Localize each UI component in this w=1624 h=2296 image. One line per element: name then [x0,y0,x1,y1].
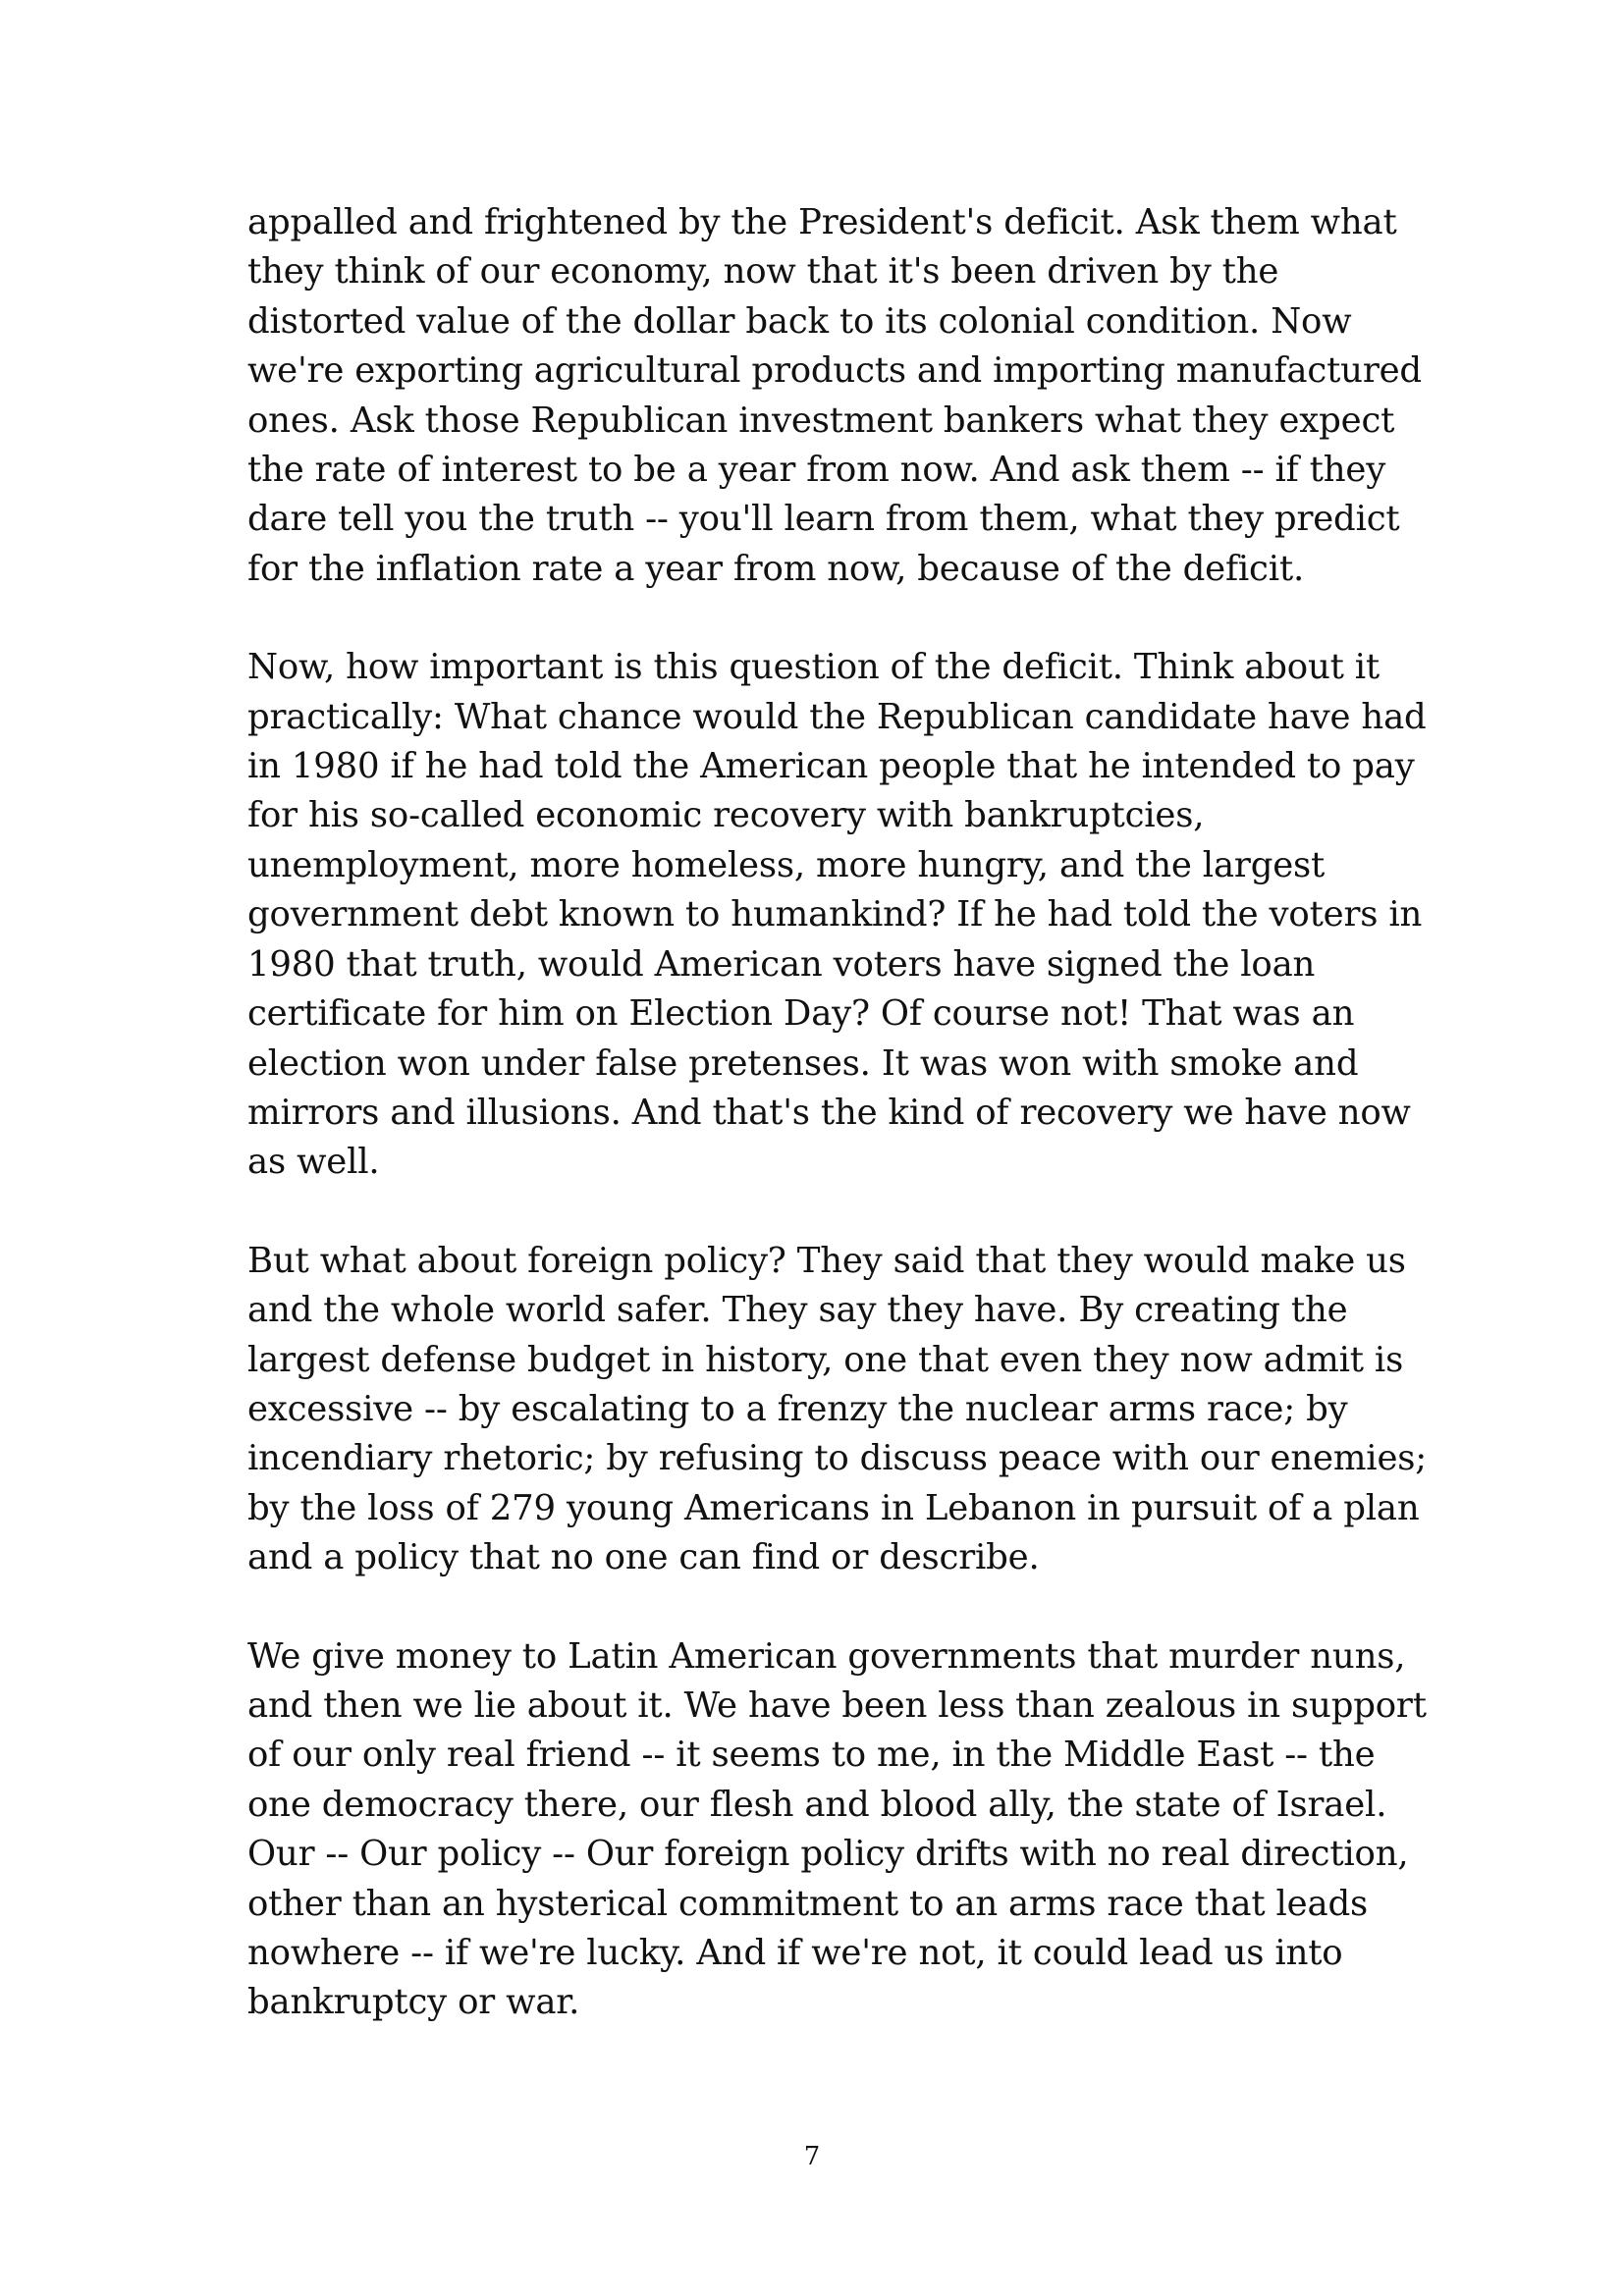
text-line: We give money to Latin American governments that murder nuns, [247,1635,1406,1677]
text-line: But what about foreign policy? They said that they would make us [247,1240,1406,1281]
text-line: excessive -- by escalating to a frenzy the nuclear arms race; by [247,1388,1348,1429]
text-line: we're exporting agricultural products and importing manufactured [247,350,1422,392]
text-line: incendiary rhetoric; by refusing to discuss peace with our enemies; [247,1438,1428,1479]
text-line: other than an hysterical commitment to an arms race that leads [247,1883,1368,1924]
text-line: unemployment, more homeless, more hungry, and the largest [247,844,1326,885]
text-line: distorted value of the dollar back to its colonial condition. Now [247,300,1352,342]
text-line: ones. Ask those Republican investment bankers what they expect [247,400,1395,441]
paragraph-4 [247,1632,1427,2028]
text-line: the rate of interest to be a year from now. And ask them -- if they [247,450,1386,491]
paragraph-2 [247,643,1427,1187]
text-line: by the loss of 279 young Americans in Lebanon in pursuit of a plan [247,1487,1420,1528]
text-line: practically: What chance would the Republican candidate have had [247,696,1427,737]
text-line: they think of our economy, now that it's been driven by the [247,251,1279,293]
text-line: and the whole world safer. They say they have. By creating the [247,1290,1348,1331]
text-line: election won under false pretenses. It was won with smoke and [247,1042,1359,1084]
text-line: mirrors and illusions. And that's the kind of recovery we have now [247,1092,1411,1133]
text-line: for his so-called economic recovery with bankruptcies, [247,795,1205,836]
text-line: in 1980 if he had told the American people that he intended to pay [247,746,1415,787]
text-line: dare tell you the truth -- you'll learn from them, what they predict [247,499,1400,540]
text-line: Our -- Our policy -- Our foreign policy drifts with no real direction, [247,1834,1409,1875]
text-line: one democracy there, our flesh and blood ally, the state of Israel. [247,1784,1387,1825]
text-line: and a policy that no one can find or describe. [247,1537,1040,1578]
text-line: bankruptcy or war. [247,1982,580,2023]
text-line: certificate for him on Election Day? Of course not! That was an [247,993,1355,1035]
text-line: largest defense budget in history, one that even they now admit is [247,1339,1404,1380]
body-text [247,198,1428,2077]
text-line: nowhere -- if we're lucky. And if we're not, it could lead us into [247,1933,1343,1973]
text-line: Now, how important is this question of the deficit. Think about it [247,647,1380,688]
paragraph-3 [247,1237,1428,1583]
text-line: 1980 that truth, would American voters have signed the loan [247,943,1316,985]
page-number: 7 [803,2142,821,2171]
text-line: appalled and frightened by the President's deficit. Ask them what [247,202,1397,242]
paragraph-1 [247,198,1422,594]
text-line: government debt known to humankind? If he had told the voters in [247,894,1423,935]
text-line: and then we lie about it. We have been less than zealous in support [247,1684,1427,1726]
text-line: for the inflation rate a year from now, because of the deficit. [247,548,1305,589]
text-line: of our only real friend -- it seems to me, in the Middle East -- the [247,1735,1376,1776]
text-line: as well. [247,1142,380,1183]
